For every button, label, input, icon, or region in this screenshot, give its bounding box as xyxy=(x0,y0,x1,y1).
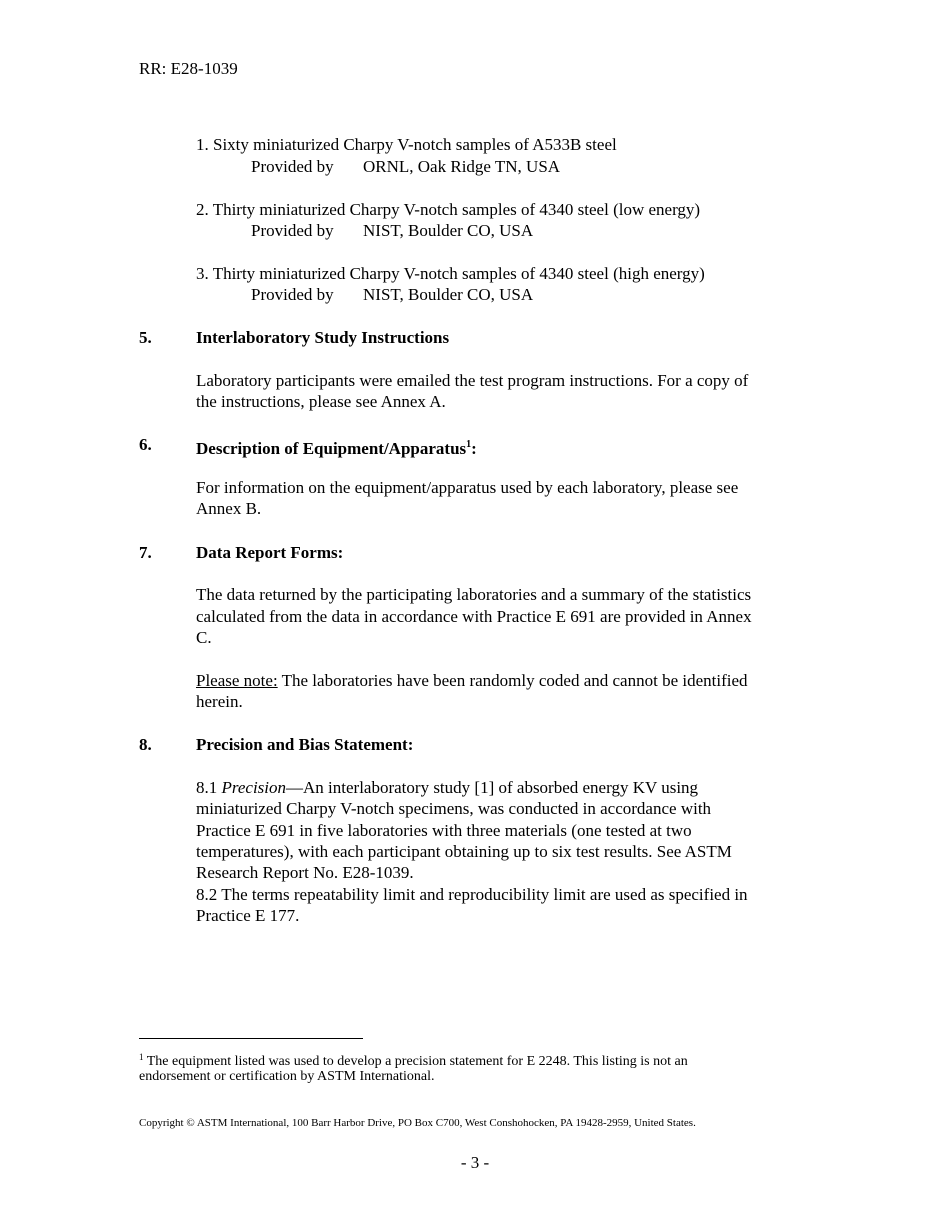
section-7-note-line: herein. xyxy=(196,692,243,711)
section-7-text-line: calculated from the data in accordance with Practice E 691 are provided in Annex xyxy=(196,607,752,626)
precision-term: Precision xyxy=(221,778,287,797)
section-5-text-line: the instructions, please see Annex A. xyxy=(196,392,446,411)
section-5-heading: Interlaboratory Study Instructions xyxy=(196,328,450,347)
material-item-3: 3. Thirty miniaturized Charpy V-notch samples of 4340 steel (high energy) xyxy=(196,264,705,283)
provided-by-label: Provided by xyxy=(251,221,334,240)
provider-3: NIST, Boulder CO, USA xyxy=(363,285,534,304)
page-number: - 3 - xyxy=(460,1153,490,1172)
material-item-2: 2. Thirty miniaturized Charpy V-notch samples of 4340 steel (low energy) xyxy=(196,200,701,219)
section-7-heading: Data Report Forms: xyxy=(196,543,344,562)
section-8-heading: Precision and Bias Statement: xyxy=(196,735,414,754)
section-number: 8. xyxy=(139,735,152,754)
section-6-title: Description of Equipment/Apparatus xyxy=(196,439,467,458)
footnote-marker: 1 xyxy=(139,1052,144,1062)
section-7-text-line: C. xyxy=(196,628,212,647)
section-8-text-line: 8.2 The terms repeatability limit and reproducibility limit are used as specified in xyxy=(196,885,748,904)
section-number: 5. xyxy=(139,328,152,347)
footnote-reference: 1 xyxy=(466,439,472,450)
material-item-1: 1. Sixty miniaturized Charpy V-notch samples of A533B steel xyxy=(196,135,617,154)
provided-by-label: Provided by xyxy=(251,285,334,304)
section-8-text-line: temperatures), with each participant obtaining up to six test results. See ASTM xyxy=(196,842,732,861)
note-text: The laboratories have been randomly coded and cannot be identified xyxy=(277,671,748,690)
section-number: 7. xyxy=(139,543,152,562)
section-8-text-line: miniaturized Charpy V-notch specimens, was conducted in accordance with xyxy=(196,799,712,818)
section-8-text-line: Research Report No. E28-1039. xyxy=(196,863,414,882)
please-note-label: Please note: xyxy=(196,671,278,690)
section-number: 6. xyxy=(139,435,152,454)
footnote-line: endorsement or certification by ASTM International. xyxy=(139,1069,435,1084)
footnote-separator xyxy=(139,1038,363,1039)
section-8-para-1-line xyxy=(196,777,836,799)
report-id-header: RR: E28-1039 xyxy=(139,59,238,78)
footnote-text: The equipment listed was used to develop a precision statement for E 2248. This listing is not an xyxy=(143,1054,688,1069)
section-6-heading xyxy=(196,434,836,460)
section-5-text-line: Laboratory participants were emailed the test program instructions. For a copy of xyxy=(196,371,749,390)
section-8-text-line: Practice E 691 in five laboratories with three materials (one tested at two xyxy=(196,821,692,840)
section-8-text-line: Practice E 177. xyxy=(196,906,300,925)
copyright-notice: Copyright © ASTM International, 100 Barr Harbor Drive, PO Box C700, West Conshohocken, PA 19428-2959, United States. xyxy=(139,1117,696,1129)
section-6-text-line: Annex B. xyxy=(196,499,262,518)
provided-by-label: Provided by xyxy=(251,157,334,176)
section-6-text-line: For information on the equipment/apparatus used by each laboratory, please see xyxy=(196,478,739,497)
para-text: —An interlaboratory study [1] of absorbed energy KV using xyxy=(286,778,699,797)
section-7-note xyxy=(196,670,836,692)
provider-2: NIST, Boulder CO, USA xyxy=(363,221,534,240)
section-7-text-line: The data returned by the participating laboratories and a summary of the statistics xyxy=(196,585,752,604)
provider-1: ORNL, Oak Ridge TN, USA xyxy=(363,157,561,176)
heading-colon: : xyxy=(471,439,477,458)
clause-number: 8.1 xyxy=(196,778,222,797)
